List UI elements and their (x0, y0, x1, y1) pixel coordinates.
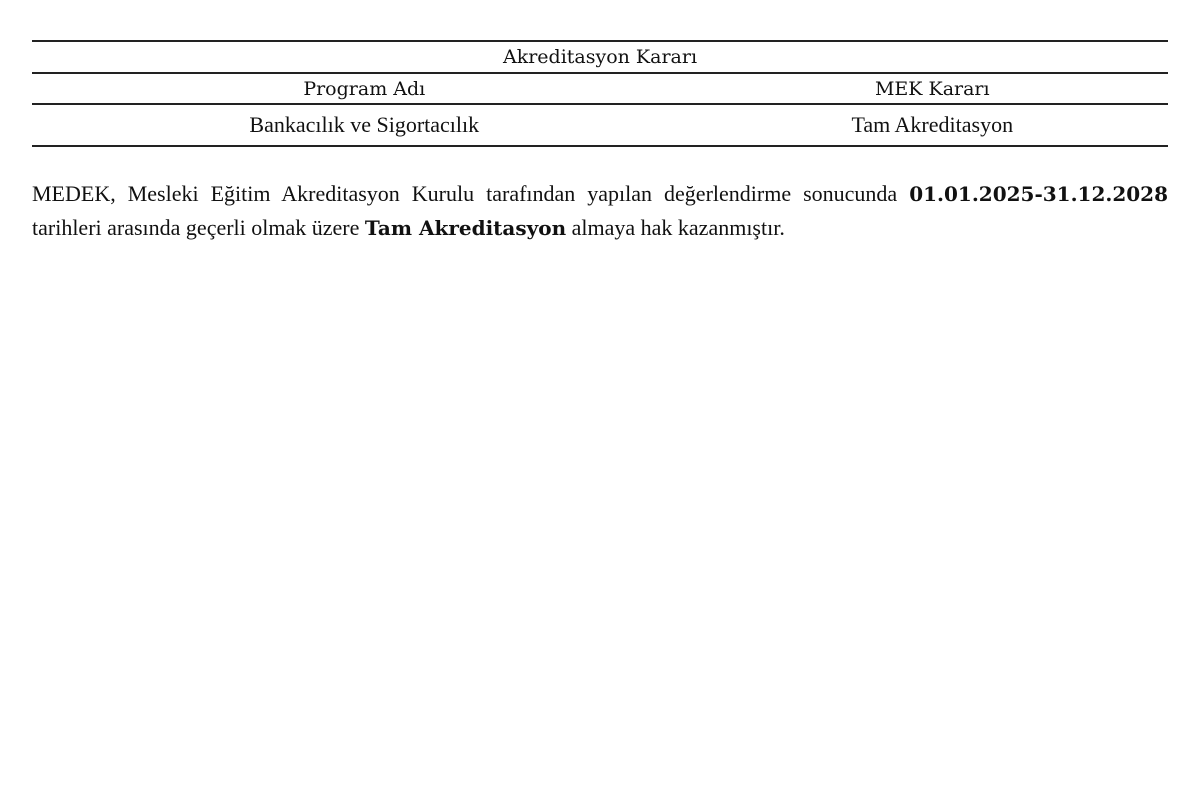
statement-decision: Tam Akreditasyon (364, 216, 567, 240)
cell-mek-decision: Tam Akreditasyon (697, 104, 1168, 146)
cell-program-name: Bankacılık ve Sigortacılık (32, 104, 697, 146)
table-title: Akreditasyon Kararı (32, 41, 1168, 73)
statement-part-3: almaya hak kazanmıştır. (566, 215, 785, 240)
table-row (32, 104, 1168, 146)
table-header-row (32, 73, 1168, 104)
statement-part-2: tarihleri arasında geçerli olmak üzere (32, 215, 365, 240)
column-header-program-name: Program Adı (32, 73, 697, 104)
statement-part-1: MEDEK, Mesleki Eğitim Akreditasyon Kurulu tarafından yapılan değerlendirme sonucunda (32, 181, 910, 206)
document-page (32, 40, 1168, 267)
accreditation-decision-table (32, 40, 1168, 147)
table-title-row (32, 41, 1168, 73)
column-header-mek-decision: MEK Kararı (697, 73, 1168, 104)
statement-date-range: 01.01.2025-31.12.2028 (909, 182, 1168, 206)
accreditation-statement (32, 177, 1168, 245)
